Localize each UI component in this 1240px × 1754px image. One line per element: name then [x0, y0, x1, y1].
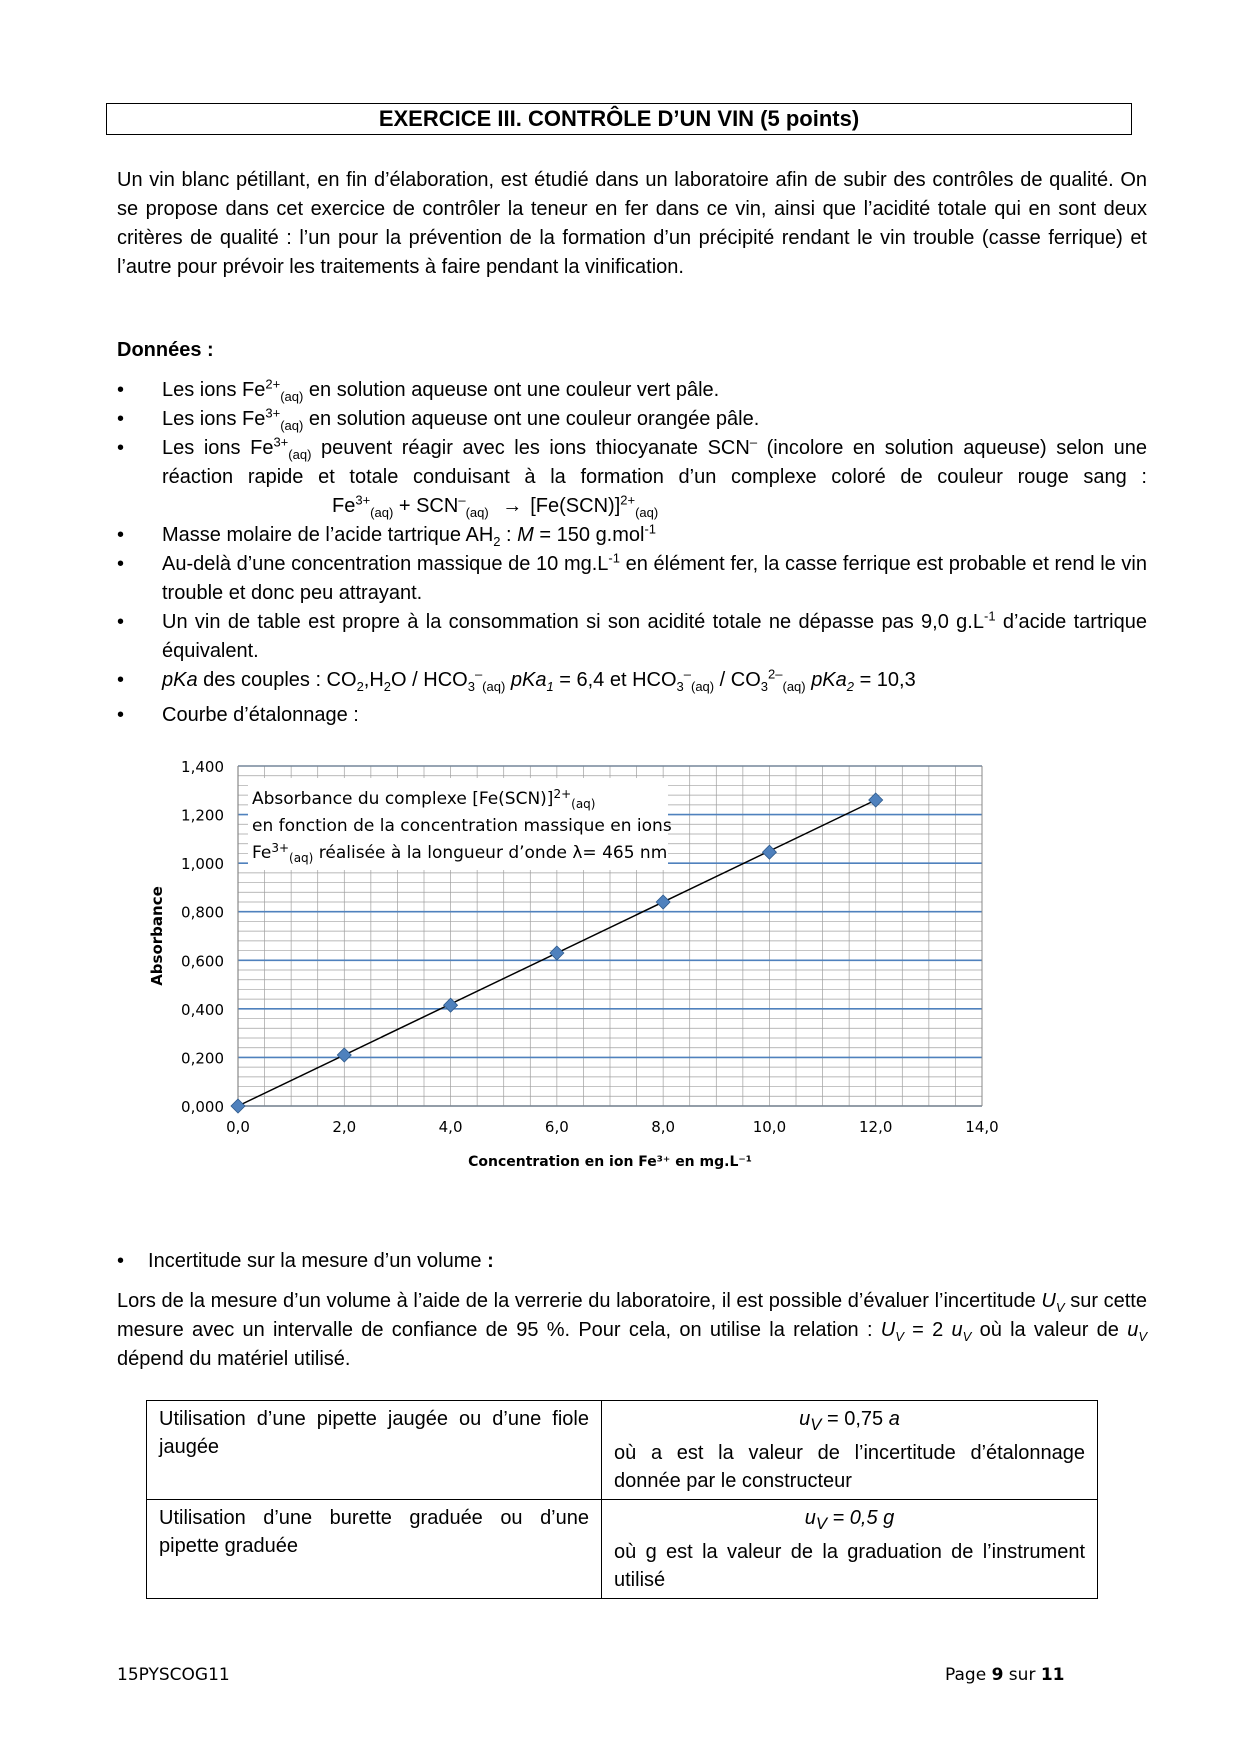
y-tick-label: 1,200	[181, 806, 224, 825]
list-item: • Les ions $Fe^{3+}_{(aq)}$ peuvent réagir avec les ions thiocyanate SCN– (incolore en solution aqueuse) selon une réaction rapide et totale conduisant à la formation d’un complexe coloré de couleur rouge sang : $Fe^{3+}_{(aq)} + SCN^-_{(aq)} \to [Fe(SCN)]^{2+}_{(aq)}$	[117, 434, 1147, 520]
table-cell: $u_V = 0,5$ g où g est la valeur de la graduation de l’instrument utilisé	[602, 1500, 1098, 1599]
intro-paragraph: Un vin blanc pétillant, en fin d’élaboration, est étudié dans un laboratoire afin de subir des contrôles de qualité. On se propose dans cet exercice de contrôler la teneur en fer dans ce vin, ainsi que l’acidité totale qui en sont deux critères de qualité : l’un pour la prévention de la formation d’un précipité rendant le vin trouble (casse ferrique) et l’autre pour prévoir les traitements à faire pendant la vinification.	[117, 169, 1147, 278]
y-axis-label: Absorbance	[148, 886, 166, 986]
bullet-icon: •	[117, 553, 125, 575]
x-axis-label: Concentration en ion Fe³⁺ en mg.L⁻¹	[468, 1154, 752, 1170]
table-row	[147, 1500, 1098, 1599]
x-tick-label: 0,0	[226, 1118, 250, 1136]
data-point	[762, 845, 776, 859]
data-point	[656, 895, 670, 909]
y-tick-label: 0,200	[181, 1049, 224, 1068]
exercise-title: EXERCICE III. CONTRÔLE D’UN VIN (5 points)	[106, 103, 1132, 135]
list-item: • Courbe d’étalonnage :	[117, 701, 1147, 730]
table-cell: Utilisation d’une pipette jaugée ou d’une fiole jaugée	[147, 1401, 602, 1500]
y-tick-label: 0,000	[181, 1098, 224, 1116]
x-tick-label: 4,0	[438, 1118, 463, 1136]
list-item: • Masse molaire de l’acide tartrique $AH_2$ : M = 150 g.mol$^{-1}$	[117, 521, 657, 549]
list-item: • Les ions $Fe^{2+}_{(aq)}$ en solution aqueuse ont une couleur vert pâle.	[117, 376, 720, 404]
table-row	[147, 1401, 1098, 1500]
table-cell: Utilisation d’une burette graduée ou d’une pipette graduée	[147, 1500, 602, 1599]
list-item: • Les ions $Fe^{3+}_{(aq)}$ en solution aqueuse ont une couleur orangée pâle.	[117, 405, 760, 433]
arrow-icon: →	[502, 495, 523, 517]
incertitude-bullet: • Incertitude sur la mesure d’un volume :	[117, 1250, 494, 1272]
bullet-icon: •	[117, 704, 125, 726]
bullet-icon: •	[117, 408, 125, 430]
y-tick-label: 0,800	[181, 903, 224, 922]
list-item: • Un vin de table est propre à la consommation si son acidité totale ne dépasse pas 9,0 $g.L^{-1}$ d’acide tartrique équivalent.	[117, 608, 1147, 662]
page-number: Page 9 sur 11	[945, 1665, 1065, 1685]
chart-svg	[140, 748, 1120, 1228]
data-point	[231, 1099, 245, 1113]
table-cell: $u_V = 0,75$ a où a est la valeur de l’incertitude d’étalonnage donnée par le constructeur	[602, 1401, 1098, 1500]
bullet-icon: •	[117, 524, 125, 546]
bullet-icon: •	[117, 437, 125, 459]
y-tick-label: 0,600	[181, 952, 224, 971]
x-tick-label: 10,0	[752, 1118, 787, 1136]
y-tick-label: 0,400	[181, 1000, 224, 1019]
calibration-chart	[140, 748, 1120, 1228]
reaction-equation: $Fe^{3+}_{(aq)} + SCN^-_{(aq)} \to [Fe(SCN)]^{2+}_{(aq)}$	[332, 492, 659, 520]
bullet-icon: •	[117, 379, 125, 401]
bullet-icon: •	[117, 669, 125, 691]
data-point	[550, 946, 564, 960]
data-point	[337, 1048, 351, 1062]
donnees-list	[117, 376, 1147, 730]
x-tick-label: 14,0	[965, 1118, 999, 1136]
x-tick-label: 8,0	[651, 1118, 676, 1136]
y-tick-label: 1,400	[181, 758, 224, 776]
data-point	[444, 998, 458, 1012]
list-item: • Au-delà d’une concentration massique de 10 $mg.L^{-1}$ en élément fer, la casse ferrique est probable et rend le vin trouble et donc peu attrayant.	[117, 550, 1148, 604]
uncertainty-table	[146, 1400, 1098, 1599]
bullet-icon: •	[117, 1250, 125, 1272]
chart-title-line3: $Fe^{3+}_{(aq)}$ réalisée à la longueur d’onde λ= 465 nm	[252, 841, 668, 865]
x-tick-label: 12,0	[859, 1118, 893, 1136]
x-tick-label: 2,0	[332, 1118, 357, 1136]
x-tick-label: 6,0	[544, 1118, 569, 1136]
chart-title-line1: Absorbance du complexe $[Fe(SCN)]^{2+}_{(aq)}$	[252, 787, 596, 811]
y-tick-label: 1,000	[181, 855, 224, 874]
donnees-heading: Données :	[117, 339, 214, 361]
list-item: • pKa des couples : $CO_2,H_2O / HCO_3^-_{(aq)}$ pKa$_1$ = 6,4 et $HCO_3^-_{(aq)} / CO_3^{2-}_{(aq)}$ pKa$_2$ = 10,3	[117, 666, 916, 694]
incertitude-paragraph: Lors de la mesure d’un volume à l’aide de la verrerie du laboratoire, il est possible d’évaluer l’incertitude $U_V$ sur cette mesure avec un intervalle de confiance de 95 %. Pour cela, on utilise la relation : $U_V = 2$ $u_V$ où la valeur de $u_V$ dépend du matériel utilisé.	[117, 1290, 1147, 1370]
chart-title-line2: en fonction de la concentration massique en ions	[252, 816, 672, 836]
document-code: 15PYSCOG11	[117, 1665, 230, 1685]
bullet-icon: •	[117, 611, 125, 633]
